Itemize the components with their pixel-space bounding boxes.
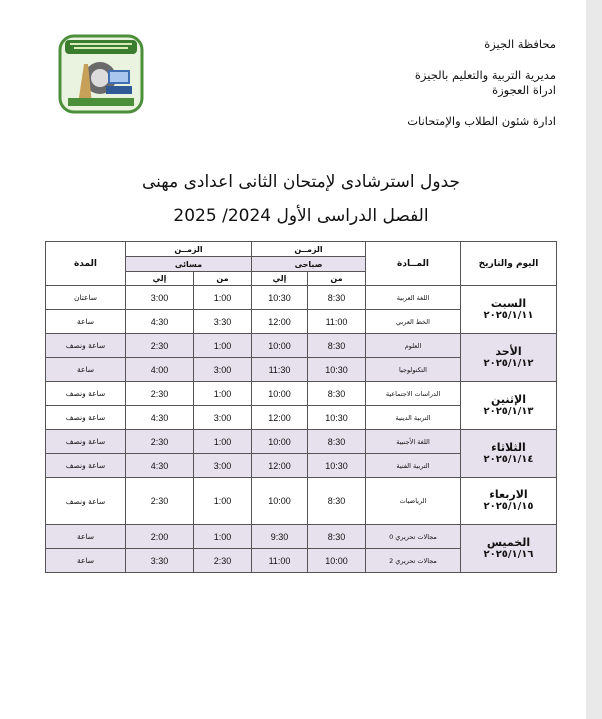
header-morning-from: من xyxy=(308,272,366,286)
morning-to-cell: 12:00 xyxy=(252,406,308,430)
subject-cell: اللغة العربية xyxy=(366,286,461,310)
duration-cell: ساعة xyxy=(46,525,126,549)
morning-from-cell: 8:30 xyxy=(308,525,366,549)
subject-cell: مجالات تحريري 2 xyxy=(366,549,461,573)
header-duration: المدة xyxy=(46,242,126,286)
morning-from-cell: 10:30 xyxy=(308,454,366,478)
evening-from-cell: 1:00 xyxy=(194,334,252,358)
day-date: ٢٠٢٥/١/١٤ xyxy=(483,453,534,465)
table-row xyxy=(46,478,557,525)
header-evening-from: من xyxy=(194,272,252,286)
morning-to-cell: 10:30 xyxy=(252,286,308,310)
directorate-label: مديرية التربية والتعليم بالجيزة xyxy=(414,68,556,82)
morning-from-cell: 10:30 xyxy=(308,406,366,430)
subject-cell: الرياضيات xyxy=(366,478,461,525)
evening-from-cell: 3:00 xyxy=(194,454,252,478)
duration-cell: ساعة ونصف xyxy=(46,334,126,358)
morning-to-cell: 10:00 xyxy=(252,334,308,358)
subject-cell: اللغة الأجنبية xyxy=(366,430,461,454)
evening-to-cell: 4:30 xyxy=(126,406,194,430)
governorate-label: محافظة الجيزة xyxy=(484,37,556,51)
page-edge xyxy=(586,0,602,719)
day-date-cell xyxy=(461,334,557,382)
duration-cell: ساعة ونصف xyxy=(46,382,126,406)
day-name: الخميس xyxy=(486,535,531,549)
header-time-morning: الزمــن xyxy=(252,242,366,257)
evening-from-cell: 3:00 xyxy=(194,358,252,382)
evening-to-cell: 4:30 xyxy=(126,454,194,478)
day-date-cell xyxy=(461,382,557,430)
day-date-cell xyxy=(461,286,557,334)
directorate-header xyxy=(316,38,556,128)
evening-to-cell: 4:00 xyxy=(126,358,194,382)
day-name: السبت xyxy=(490,296,527,310)
subject-cell: الدراسات الاجتماعية xyxy=(366,382,461,406)
table-row xyxy=(46,286,557,310)
duration-cell: ساعة xyxy=(46,358,126,382)
day-date: ٢٠٢٥/١/١٢ xyxy=(483,357,534,369)
table-row xyxy=(46,334,557,358)
table-row xyxy=(46,430,557,454)
evening-from-cell: 1:00 xyxy=(194,286,252,310)
day-date-cell xyxy=(461,430,557,478)
directorate-logo xyxy=(58,34,144,114)
evening-from-cell: 2:30 xyxy=(194,549,252,573)
morning-to-cell: 10:00 xyxy=(252,478,308,525)
evening-from-cell: 3:00 xyxy=(194,406,252,430)
subject-cell: التكنولوجيا xyxy=(366,358,461,382)
day-date-cell xyxy=(461,478,557,525)
administration-label: ادراة العجوزة xyxy=(492,83,556,97)
day-date: ٢٠٢٥/١/١٣ xyxy=(483,405,534,417)
header-morning: صباحى xyxy=(252,257,366,272)
evening-to-cell: 2:30 xyxy=(126,430,194,454)
schedule-body xyxy=(46,286,557,573)
morning-to-cell: 10:00 xyxy=(252,430,308,454)
day-name: الإثنين xyxy=(491,392,526,406)
subject-cell: التربية الفنية xyxy=(366,454,461,478)
morning-from-cell: 11:00 xyxy=(308,310,366,334)
header-evening: مسائى xyxy=(126,257,252,272)
subject-cell: التربية الدينية xyxy=(366,406,461,430)
morning-from-cell: 8:30 xyxy=(308,286,366,310)
morning-from-cell: 10:00 xyxy=(308,549,366,573)
morning-to-cell: 12:00 xyxy=(252,310,308,334)
evening-from-cell: 1:00 xyxy=(194,430,252,454)
duration-cell: ساعة ونصف xyxy=(46,478,126,525)
morning-to-cell: 10:00 xyxy=(252,382,308,406)
evening-from-cell: 3:30 xyxy=(194,310,252,334)
evening-to-cell: 4:30 xyxy=(126,310,194,334)
evening-from-cell: 1:00 xyxy=(194,382,252,406)
header-evening-to: إلي xyxy=(126,272,194,286)
evening-from-cell: 1:00 xyxy=(194,525,252,549)
morning-from-cell: 8:30 xyxy=(308,382,366,406)
morning-to-cell: 12:00 xyxy=(252,454,308,478)
schedule-title: جدول استرشادى لإمتحان الثانى اعدادى مهنى xyxy=(141,172,461,192)
day-date-cell xyxy=(461,525,557,573)
evening-to-cell: 2:00 xyxy=(126,525,194,549)
evening-to-cell: 3:30 xyxy=(126,549,194,573)
duration-cell: ساعة ونصف xyxy=(46,406,126,430)
duration-cell: ساعة ونصف xyxy=(46,454,126,478)
evening-to-cell: 2:30 xyxy=(126,334,194,358)
duration-cell: ساعة xyxy=(46,549,126,573)
evening-to-cell: 3:00 xyxy=(126,286,194,310)
evening-to-cell: 2:30 xyxy=(126,478,194,525)
subject-cell: الخط العربي xyxy=(366,310,461,334)
morning-to-cell: 11:30 xyxy=(252,358,308,382)
day-name: الثلاثاء xyxy=(491,440,526,454)
term-title: الفصل الدراسى الأول 2024/ 2025 xyxy=(173,206,429,226)
table-row xyxy=(46,382,557,406)
morning-to-cell: 9:30 xyxy=(252,525,308,549)
morning-from-cell: 8:30 xyxy=(308,478,366,525)
morning-from-cell: 10:30 xyxy=(308,358,366,382)
morning-to-cell: 11:00 xyxy=(252,549,308,573)
subject-cell: العلوم xyxy=(366,334,461,358)
duration-cell: ساعة xyxy=(46,310,126,334)
duration-cell: ساعتان xyxy=(46,286,126,310)
subject-cell: مجالات تحريري 0 xyxy=(366,525,461,549)
header-morning-to: إلي xyxy=(252,272,308,286)
morning-from-cell: 8:30 xyxy=(308,430,366,454)
exam-schedule-table xyxy=(45,241,557,573)
evening-from-cell: 1:00 xyxy=(194,478,252,525)
day-name: الاربعاء xyxy=(489,488,528,501)
day-date: ٢٠٢٥/١/١٥ xyxy=(483,501,534,512)
day-name: الأحد xyxy=(495,344,522,358)
morning-from-cell: 8:30 xyxy=(308,334,366,358)
evening-to-cell: 2:30 xyxy=(126,382,194,406)
header-subject: المــادة xyxy=(366,242,461,286)
day-date: ٢٠٢٥/١/١٦ xyxy=(483,548,534,560)
table-row xyxy=(46,525,557,549)
department-label: ادارة شئون الطلاب والإمتحانات xyxy=(407,114,556,128)
header-day-date: اليوم والتاريخ xyxy=(461,242,557,286)
duration-cell: ساعة ونصف xyxy=(46,430,126,454)
day-date: ٢٠٢٥/١/١١ xyxy=(483,309,534,321)
header-time-evening: الزمــن xyxy=(126,242,252,257)
